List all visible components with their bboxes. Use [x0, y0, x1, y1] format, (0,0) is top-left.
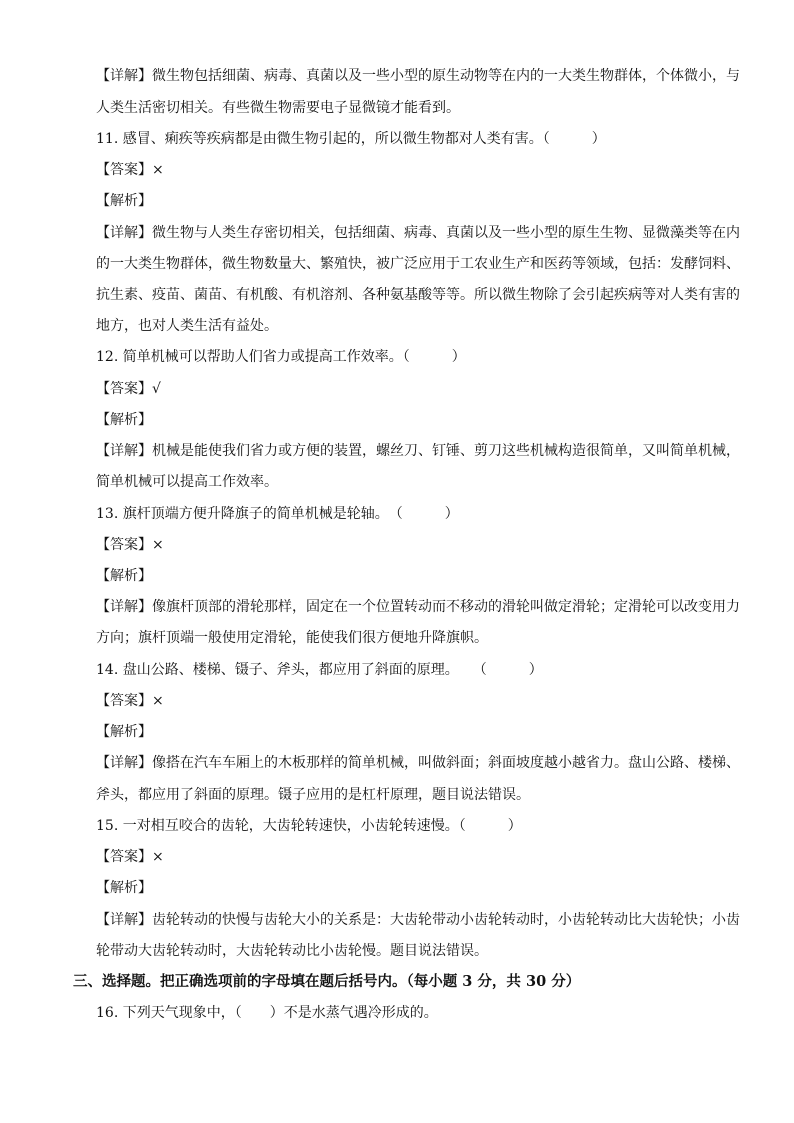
explanation-detail-12-line-2: 简单机械可以提高工作效率。	[96, 474, 278, 490]
analysis-label-13: 【解析】	[96, 568, 152, 584]
explanation-detail-11-line-4: 地方，也对人类生活有益处。	[96, 318, 278, 334]
question-11: 11. 感冒、痢疾等疾病都是由微生物引起的，所以微生物都对人类有害。（ ）	[96, 131, 606, 147]
question-14: 14. 盘山公路、楼梯、镊子、斧头，都应用了斜面的原理。 （ ）	[96, 662, 543, 678]
analysis-label-12: 【解析】	[96, 412, 152, 428]
explanation-detail-14-line-2: 斧头，都应用了斜面的原理。镊子应用的是杠杆原理，题目说法错误。	[96, 787, 530, 803]
explanation-detail-11-line-1: 【详解】微生物与人类生存密切相关，包括细菌、病毒、真菌以及一些小型的原生生物、显微藻类等在内	[96, 225, 740, 241]
explanation-detail-13-line-1: 【详解】像旗杆顶部的滑轮那样，固定在一个位置转动而不移动的滑轮叫做定滑轮；定滑轮可以改变用力	[96, 599, 740, 615]
answer-15: 【答案】×	[96, 849, 164, 865]
explanation-detail-15-line-1: 【详解】齿轮转动的快慢与齿轮大小的关系是：大齿轮带动小齿轮转动时，小齿轮转动比大齿轮快；小齿	[96, 912, 740, 928]
analysis-label-15: 【解析】	[96, 880, 152, 896]
answer-12: 【答案】√	[96, 381, 161, 397]
answer-13: 【答案】×	[96, 537, 164, 553]
explanation-detail-11-line-3: 抗生素、疫苗、菌苗、有机酸、有机溶剂、各种氨基酸等等。所以微生物除了会引起疾病等对人类有害的	[96, 287, 740, 303]
explanation-detail-11-line-2: 的一大类生物群体，微生物数量大、繁殖快，被广泛应用于工农业生产和医药等领域，包括：发酵饲料、	[96, 256, 740, 272]
explanation-detail-14-line-1: 【详解】像搭在汽车车厢上的木板那样的简单机械，叫做斜面；斜面坡度越小越省力。盘山公路、楼梯、	[96, 755, 740, 771]
question-16: 16. 下列天气现象中，（ ）不是水蒸气遇冷形成的。	[96, 1005, 438, 1021]
question-12: 12. 简单机械可以帮助人们省力或提高工作效率。（ ）	[96, 349, 466, 365]
explanation-detail-10-line-2: 人类生活密切相关。有些微生物需要电子显微镜才能看到。	[96, 100, 460, 116]
question-15: 15. 一对相互咬合的齿轮，大齿轮转速快，小齿轮转速慢。（ ）	[96, 818, 522, 834]
explanation-detail-10-line-1: 【详解】微生物包括细菌、病毒、真菌以及一些小型的原生动物等在内的一大类生物群体，个体微小，与	[96, 68, 740, 84]
analysis-label-14: 【解析】	[96, 724, 152, 740]
answer-14: 【答案】×	[96, 693, 164, 709]
analysis-label-11: 【解析】	[96, 193, 152, 209]
question-13: 13. 旗杆顶端方便升降旗子的简单机械是轮轴。 （ ）	[96, 506, 459, 522]
answer-11: 【答案】×	[96, 162, 164, 178]
section-heading-multiple-choice: 三、选择题。把正确选项前的字母填在题后括号内。（每小题 3 分，共 30 分）	[73, 973, 581, 990]
explanation-detail-12-line-1: 【详解】机械是能使我们省力或方便的装置，螺丝刀、钉锤、剪刀这些机械构造很简单，又叫简单机械，	[96, 443, 740, 459]
explanation-detail-15-line-2: 轮带动大齿轮转动时，大齿轮转动比小齿轮慢。题目说法错误。	[96, 943, 488, 959]
explanation-detail-13-line-2: 方向；旗杆顶端一般使用定滑轮，能使我们很方便地升降旗帜。	[96, 630, 488, 646]
